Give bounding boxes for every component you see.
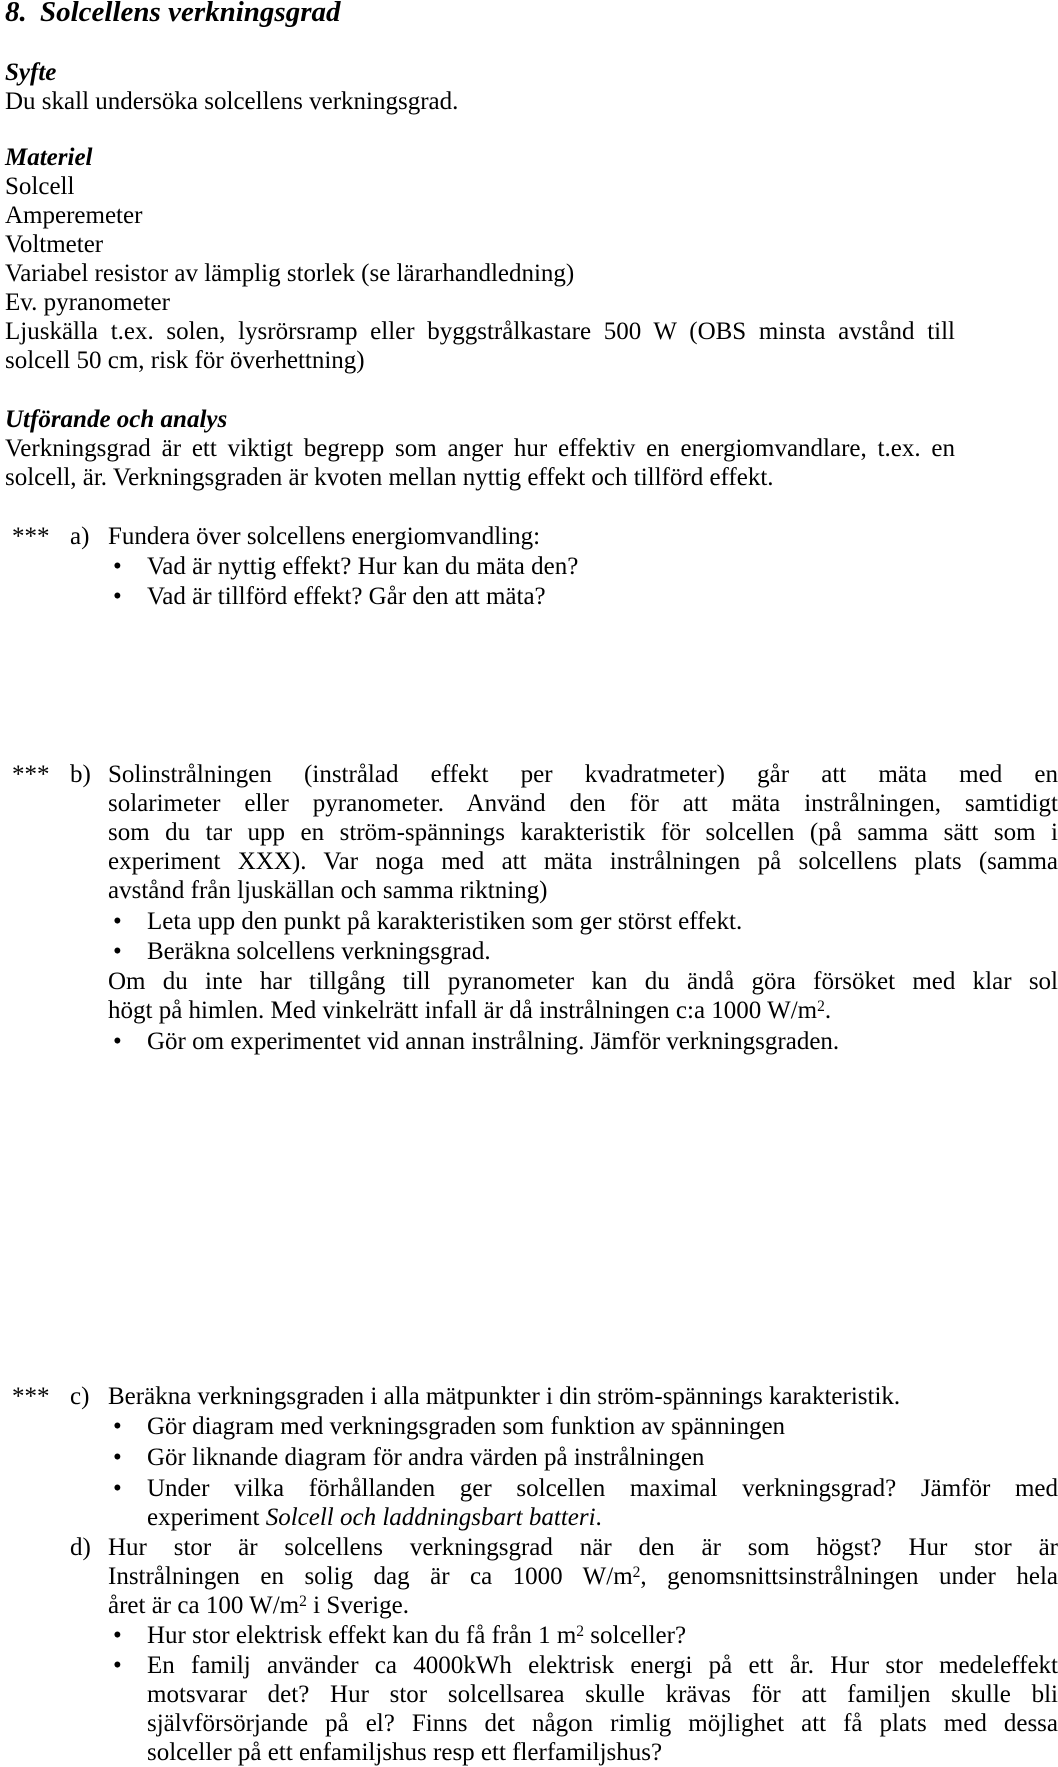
bullet-item [108,1474,1058,1532]
bullet-text [147,1621,1058,1650]
task-text-line: Solinstrålningen (instrålad effekt per kvadratmeter) går att mäta med en [108,761,1058,788]
task-text-line [108,1562,1058,1591]
note-text: . [824,997,832,1024]
bullet-text: Vad är tillförd effekt? Går den att mäta? [147,583,546,610]
note-line [108,996,1058,1025]
bullet-text-start: experiment [147,1504,266,1531]
task-text-line [108,1591,1058,1620]
task-label: c) [70,1383,90,1410]
utforande-section [5,405,955,492]
materiel-item: Solcell [5,173,75,200]
syfte-text: Du skall undersöka solcellens verkningsgrad. [5,88,459,115]
superscript: 2 [817,998,825,1016]
bullet-item [108,1621,1058,1650]
bullet-icon: • [113,1475,122,1502]
task-label: a) [70,523,90,550]
materiel-item: Ev. pyranometer [5,289,170,316]
bullet-item [108,937,1058,966]
bullet-icon: • [113,1028,122,1055]
materiel-item: Variabel resistor av lämplig storlek (se lärarhandledning) [5,260,575,287]
task-text-start: året är ca 100 W/m [108,1592,300,1619]
utforande-line: solcell, är. Verkningsgraden är kvoten mellan nyttig effekt och tillförd effekt. [5,464,774,491]
task-text-start: Instrålningen en solig dag är ca 1000 W/m [108,1563,633,1590]
utforande-heading: Utförande och analys [5,406,228,433]
bullet-icon: • [113,908,122,935]
bullet-item [108,1651,1058,1767]
page-title [5,0,955,27]
bullet-text: En familj använder ca 4000kWh elektrisk energi på ett år. Hur stor medeleffekt [147,1652,1058,1679]
bullet-text: Beräkna solcellens verkningsgrad. [147,938,491,965]
note-text: högt på himlen. Med vinkelrätt infall är då instrålningen c:a 1000 W/m [108,997,818,1024]
section-number: 8. [5,0,27,28]
bullet-text: Gör diagram med verkningsgraden som funktion av spänningen [147,1413,786,1440]
task-a [5,522,1058,611]
task-b [5,760,1058,1056]
materiel-light-source-line: solcell 50 cm, risk för överhettning) [5,347,365,374]
utforande-line: Verkningsgrad är ett viktigt begrepp som anger hur effektiv en energiomvandlare, t.ex. en [5,435,955,462]
bullet-icon: • [113,553,122,580]
materiel-item: Voltmeter [5,231,104,258]
bullet-item [108,1412,1058,1441]
experiment-reference: Solcell och laddningsbart batteri [265,1504,596,1531]
syfte-section [5,58,955,116]
bullet-icon: • [113,1444,122,1471]
bullet-icon: • [113,583,122,610]
bullet-icon: • [113,1652,122,1679]
bullet-icon: • [113,938,122,965]
bullet-icon: • [113,1622,122,1649]
bullet-text-start: Hur stor elektrisk effekt kan du få från 1 m [147,1622,577,1649]
task-label: d) [70,1534,91,1561]
difficulty-stars: *** [12,761,50,788]
bullet-text: Gör liknande diagram för andra värden på instrålningen [147,1444,705,1471]
task-label: b) [70,761,91,788]
bullet-text: Vad är nyttig effekt? Hur kan du mäta den? [147,553,579,580]
task-text-end: , genomsnittsinstrålningen under hela [640,1563,1058,1590]
task-text-line: avstånd från ljuskällan och samma riktning) [108,877,548,904]
superscript: 2 [299,1593,307,1611]
task-text: Beräkna verkningsgraden i alla mätpunkter i din ström-spännings karakteristik. [108,1383,901,1410]
difficulty-stars: *** [12,1383,50,1410]
materiel-heading: Materiel [5,144,93,171]
bullet-text: Leta upp den punkt på karakteristiken som ger störst effekt. [147,908,743,935]
bullet-text [147,1503,1058,1532]
bullet-text: Under vilka förhållanden ger solcellen maximal verkningsgrad? Jämför med [147,1475,1058,1502]
superscript: 2 [632,1564,641,1582]
task-text-line: Hur stor är solcellens verkningsgrad när den är som högst? Hur stor är [108,1534,1058,1561]
bullet-text: självförsörjande på el? Finns det någon rimlig möjlighet att få plats med dessa [147,1710,1058,1737]
bullet-item [108,1443,1058,1472]
difficulty-stars: *** [12,523,50,550]
bullet-icon: • [113,1413,122,1440]
bullet-item [108,907,1058,936]
syfte-heading: Syfte [5,59,57,86]
bullet-item [108,552,1058,581]
superscript: 2 [576,1623,585,1641]
task-text-line: solarimeter eller pyranometer. Använd den för att mäta instrålningen, samtidigt [108,790,1058,817]
bullet-text: Gör om experimentet vid annan instrålning. Jämför verkningsgraden. [147,1028,840,1055]
bullet-text-end: solceller? [584,1622,687,1649]
materiel-item: Amperemeter [5,202,143,229]
section-title: Solcellens verkningsgrad [40,0,341,28]
note-line: Om du inte har tillgång till pyranometer kan du ändå göra försöket med klar sol [108,968,1058,995]
task-text: Fundera över solcellens energiomvandling: [108,523,541,550]
task-text-line: experiment XXX). Var noga med att mäta instrålningen på solcellens plats (samma [108,848,1058,875]
task-text-end: i Sverige. [306,1592,409,1619]
task-c [5,1382,1058,1767]
task-d [70,1533,1058,1767]
task-text-line: som du tar upp en ström-spännings karakteristik för solcellen (på samma sätt som i [108,819,1058,846]
bullet-item [108,582,1058,611]
materiel-light-source-line: Ljuskälla t.ex. solen, lysrörsramp eller byggstrålkastare 500 W (OBS minsta avstånd till [5,318,955,345]
bullet-item [108,1027,1058,1056]
bullet-text: solceller på ett enfamiljshus resp ett flerfamiljshus? [147,1739,663,1766]
materiel-section [5,143,955,375]
bullet-text-end: . [595,1504,602,1531]
bullet-text: motsvarar det? Hur stor solcellsarea skulle krävas för att familjen skulle bli [147,1681,1058,1708]
